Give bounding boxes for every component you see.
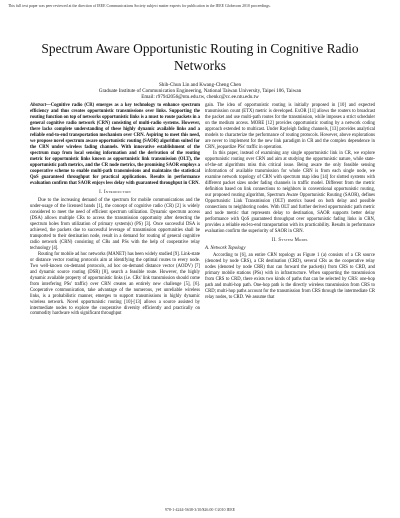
intro-paragraph-2: Routing for mobile ad hoc networks (MANET) has been widely studied [9]. Link-state or distance vector routing protocols aim at identifying the optimal routes to every node. Two well-known on-demand protocols, ad hoc on-demand distance vector (AODV) [7] and dynamic source routing (DSR) [8], search a feasible route. However, the highly dynamic available property of opportunistic links (i.e. CRs' link transmission should come from interfering PSs' traffic) over CRN creates an entirely new challenge [5], [6]. Cooperative communication, take advantage of the numerous, yet unreliable wireless links, is a probabilistic manner, emerges to support transmissions in highly dynamic wireless network. Novel opportunistic routing [10]-[13] allows a source assisted by intermediate nodes to explore the cooperative diversity efficiently and practically on commodity hardware with significant throughput xyxy=(30,251,200,317)
intro-paragraph-3: gain. The idea of opportunistic routing is initially proposed in [10] and expected transmission count (ETX) metric is developed. ExOR [11] allows the routers to broadcast the packet and use multi-path routes for the transmission, while imposes a strict scheduler on the medium access. MORE [12] provides opportunistic routing by a network coding approach extended to multicast. Under Rayleigh fading channels, [13] provides analytical models to characterize the performance of routing protocols. However, above explorations are never to implement for the new link paradigm in CR and the complex dependence in CRN, jeopardize PSs' traffic in operation. xyxy=(205,103,375,150)
subsection-heading-network-topology: A. Network Topology xyxy=(205,245,246,251)
abstract-text: —Cognitive radio (CR) emerges as a key technology to enhance spectrum efficiency and thus creates opportunistic transmissions over links. Supporting the routing function on top of networks opportunistic links is a must to route packets in a general cognitive radio network (CRN) consisting of multi-radio systems. However, there lacks complete understanding of these highly dynamic available links and a reliable end-to-end transportation mechanism over CRN. Aspiring to meet this need, we propose novel spectrum aware opportunistic routing (SAOR) algorithm suited for the CRN under wireless fading channels. With innovative establishment of the spectrum map from local sensing information and the derivation of the routing metric for opportunistic links known as opportunistic link transmission (OLT), the opportunistic path metrics, and the CR node metrics, the promising SAOR employs a cooperative scheme to enable multi-path transmissions and maintains the statistical QoS guaranteed throughput for practical applications. Results in performance evaluation confirm that SAOR enjoys less delay with guaranteed throughput in CRN. xyxy=(30,103,200,186)
paper-authors: Shih-Chun Lin and Kwang-Cheng Chen xyxy=(158,82,242,88)
paper-affiliation: Graduate Institute of Communication Engineering, National Taiwan University, Taipei 106, Taiwan xyxy=(98,88,302,94)
model-paragraph-1: According to [6], an entire CRN topology as Figure 1 (a) consists of a CR source (denoted by node CRS), a CR destination (CRD), several CRs as the cooperative relay nodes (denoted by node CRR) that can forward the packet(s) from CRS to CRD, and primary mobile stations (PSs) with in infrastructure. When supporting the transmission from CRS to CRD, there exists two kinds of paths that can be selected by CRS: one-hop path and multi-hop path. One-hop path is the directly wireless transmission from CRS to CRD; multi-hop paths account for the transmission from CRS through the intermediate CR relay nodes, to CRD. We assume that xyxy=(205,252,375,300)
abstract xyxy=(30,103,200,187)
copyright-footer: 978-1-4244-5638-3/10/$26.00 ©2010 IEEE xyxy=(164,507,236,512)
paper-title: Spectrum Aware Opportunistic Routing in Cognitive Radio Networks xyxy=(41,41,359,73)
intro-paragraph-1: Due to the increasing demand of the spectrum for mobile communications and the under-usage of the licensed bands [1], the concept of cognitive radio (CR) [2] is widely considered to meet the need of efficient spectrum utilization. Dynamic spectrum access (DSA) allows multiple CRs to access the transmission opportunity after detecting the spectrum holes from utilization of primary system(s) (PS) [3]. Once successful DSA is achieved, the packets due to successful leverage of transmission opportunities shall be transported to their destination node, result in a demand for routing of general cognitive radio network (CRN) consisting of CRs and PSs with the help of cooperative relay technology [4]. xyxy=(30,197,200,251)
paper-email: Email: r97942056@ntu.edu.tw, chenkc@cc.ee.ntu.edu.tw xyxy=(141,94,259,100)
intro-paragraph-4: In this paper, instead of examining any single opportunistic link in CR, we explore opportunistic routing over CRN and aim at studying the opportunistic nature, while state-of-the-art algorithms miss this critical issue. Being aware the only feasible sensing information of available transmission for whole CRN is from each single node, we examine network topology of CRN with spectrum map idea [14] for slotted systems with different packet sizes under fading channels in traffic model. Different from the metric definition based on link connections to neighbors in conventional opportunistic routing, our proposed routing algorithm, Spectrum Aware Opportunistic Routing (SAOR), defines Opportunistic Link Transmission (OLT) metrics based on both delay and possible connections to neighboring nodes. With OLT and further derived opportunistic path metric and node metric that represents delay to destination, SAOR supports better delay performance with QoS guaranteed throughput over opportunistic fading links in CRN, provides a reliable end-to-end transportation with its practicability. Results in performance evaluation confirm the superiority of SAOR in CRN. xyxy=(205,150,375,234)
right-column xyxy=(205,103,375,301)
section-heading-system-model: II. System Model xyxy=(271,237,309,243)
review-banner: This full text paper was peer reviewed at the direction of IEEE Communications Society subject matter experts for publication in the IEEE Globecom 2010 proceedings. xyxy=(8,4,271,8)
abstract-lead: Abstract xyxy=(30,103,47,108)
left-column xyxy=(30,103,200,317)
section-heading-introduction: I. Introduction xyxy=(99,189,131,195)
